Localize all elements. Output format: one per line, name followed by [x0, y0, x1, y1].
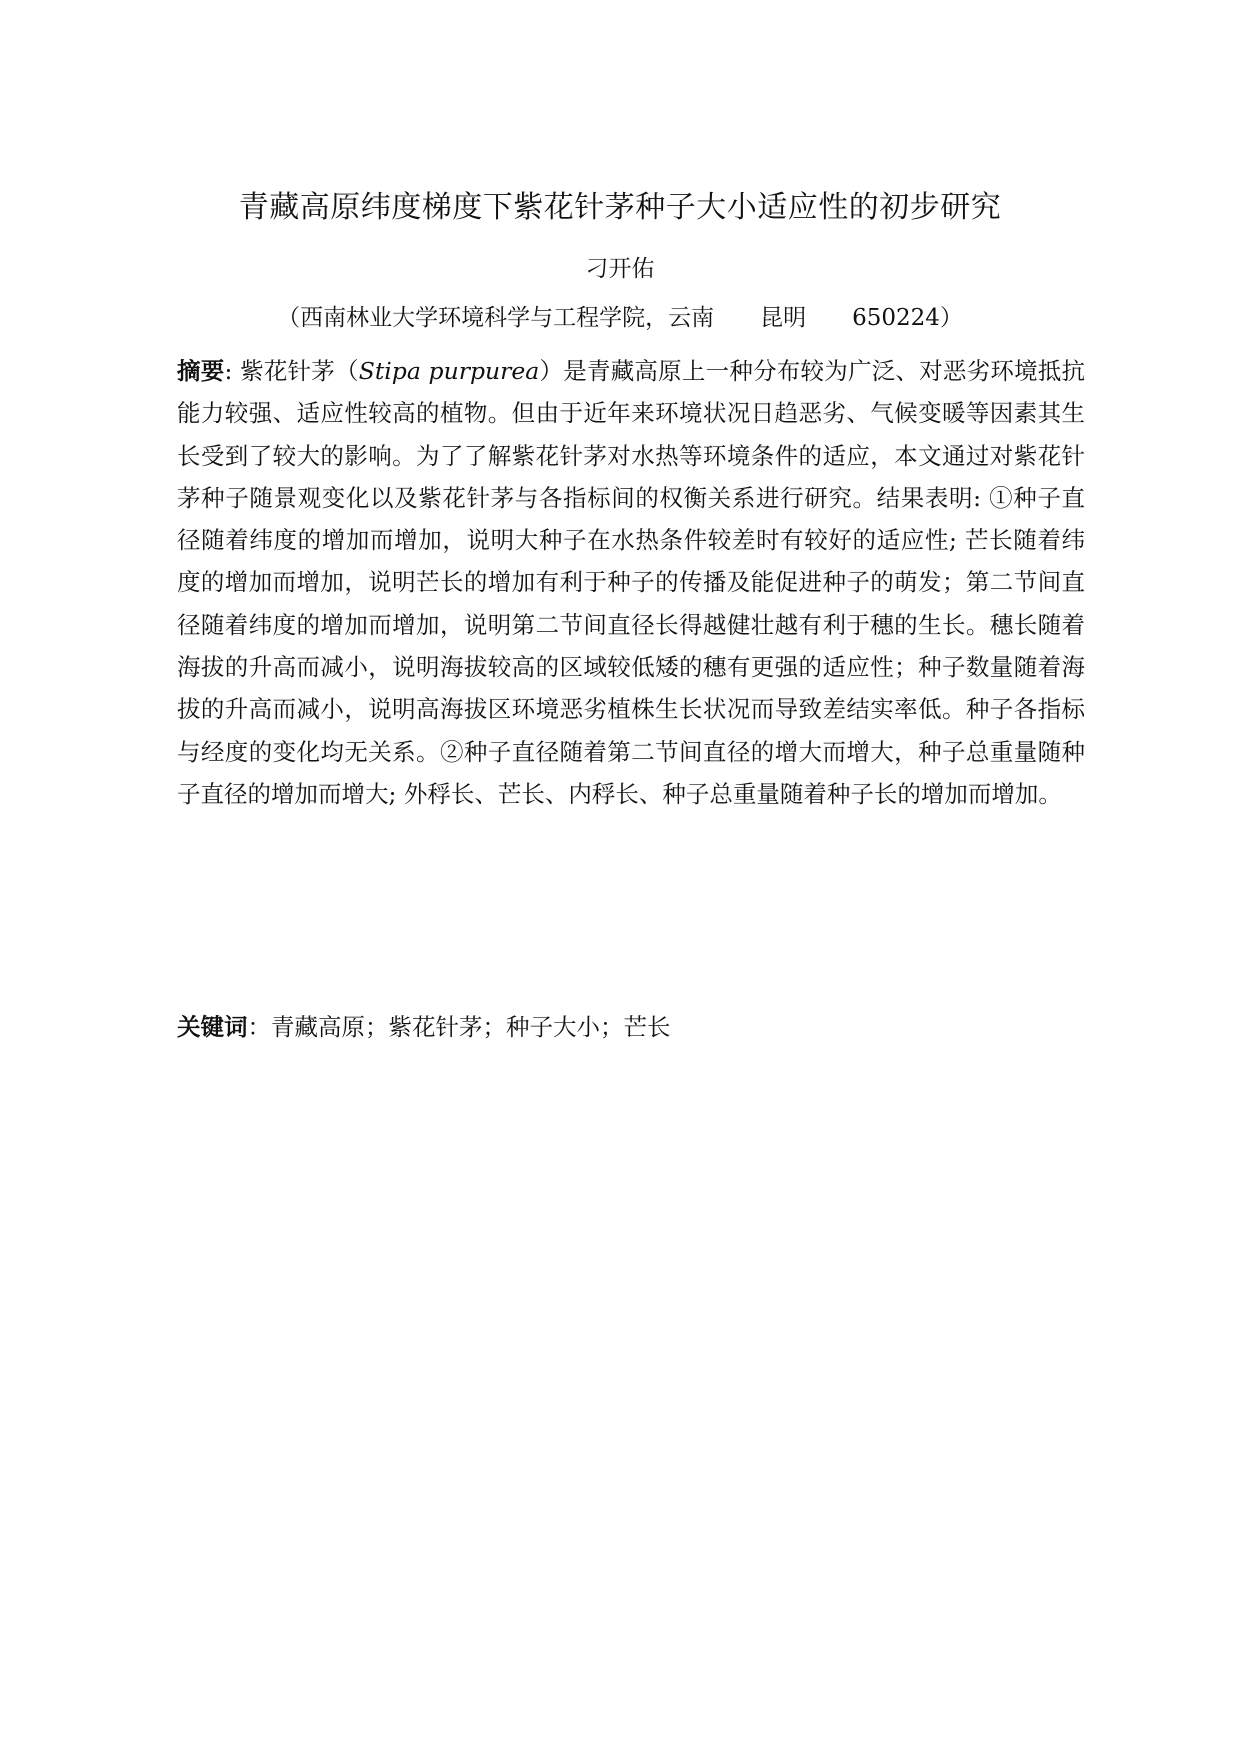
paper-affiliation: （西南林业大学环境科学与工程学院，云南 昆明 650224）: [277, 305, 963, 331]
keywords-text: 青藏高原；紫花针茅；种子大小；芒长: [271, 1013, 671, 1041]
paper-title: 青藏高原纬度梯度下紫花针茅种子大小适应性的初步研究: [238, 190, 1002, 225]
keywords-label-separator: ：: [247, 1013, 271, 1041]
abstract-latin-name: Stipa purpurea: [358, 357, 540, 385]
abstract-label-separator: :: [224, 357, 241, 385]
paper-author: 刁开佑: [585, 256, 655, 282]
abstract-body-text: ）是青藏高原上一种分布较为广泛、对恶劣环境抵抗能力较强、适应性较高的植物。但由于近年来环境状况日趋恶劣、气候变暖等因素其生长受到了较大的影响。为了了解紫花针茅对水热等环境条件的适应，本文通过对紫花针茅种子随景观变化以及紫花针茅与各指标间的权衡关系进行研究。结果表明: ①种子直径随着纬度的增加而增加，说明大种子在水热条件较差时有较好的适应性; 芒长随着纬度的增加而增加，说明芒长的增加有利于种子的传播及能促进种子的萌发；第二节间直径随着纬度的增加而增加，说明第二节间直径长得越健壮越有利于穗的生长。穗长随着海拔的升高而减小，说明海拔较高的区域较低矮的穗有更强的适应性；种子数量随着海拔的升高而减小，说明高海拔区环境恶劣植株生长状况而导致差结实率低。种子各指标与经度的变化均无关系。②种子直径随着第二节间直径的增大而增大，种子总重量随种子直径的增加而增大; 外稃长、芒长、内稃长、种子总重量随着种子长的增加而增加。: [177, 357, 1086, 808]
keywords-line: [177, 1006, 1085, 1048]
abstract-label: 摘要: [177, 357, 225, 385]
keywords-label: 关键词: [177, 1013, 248, 1041]
abstract-lead-text: 紫花针茅（: [240, 357, 359, 385]
abstract-paragraph: [177, 350, 1085, 815]
